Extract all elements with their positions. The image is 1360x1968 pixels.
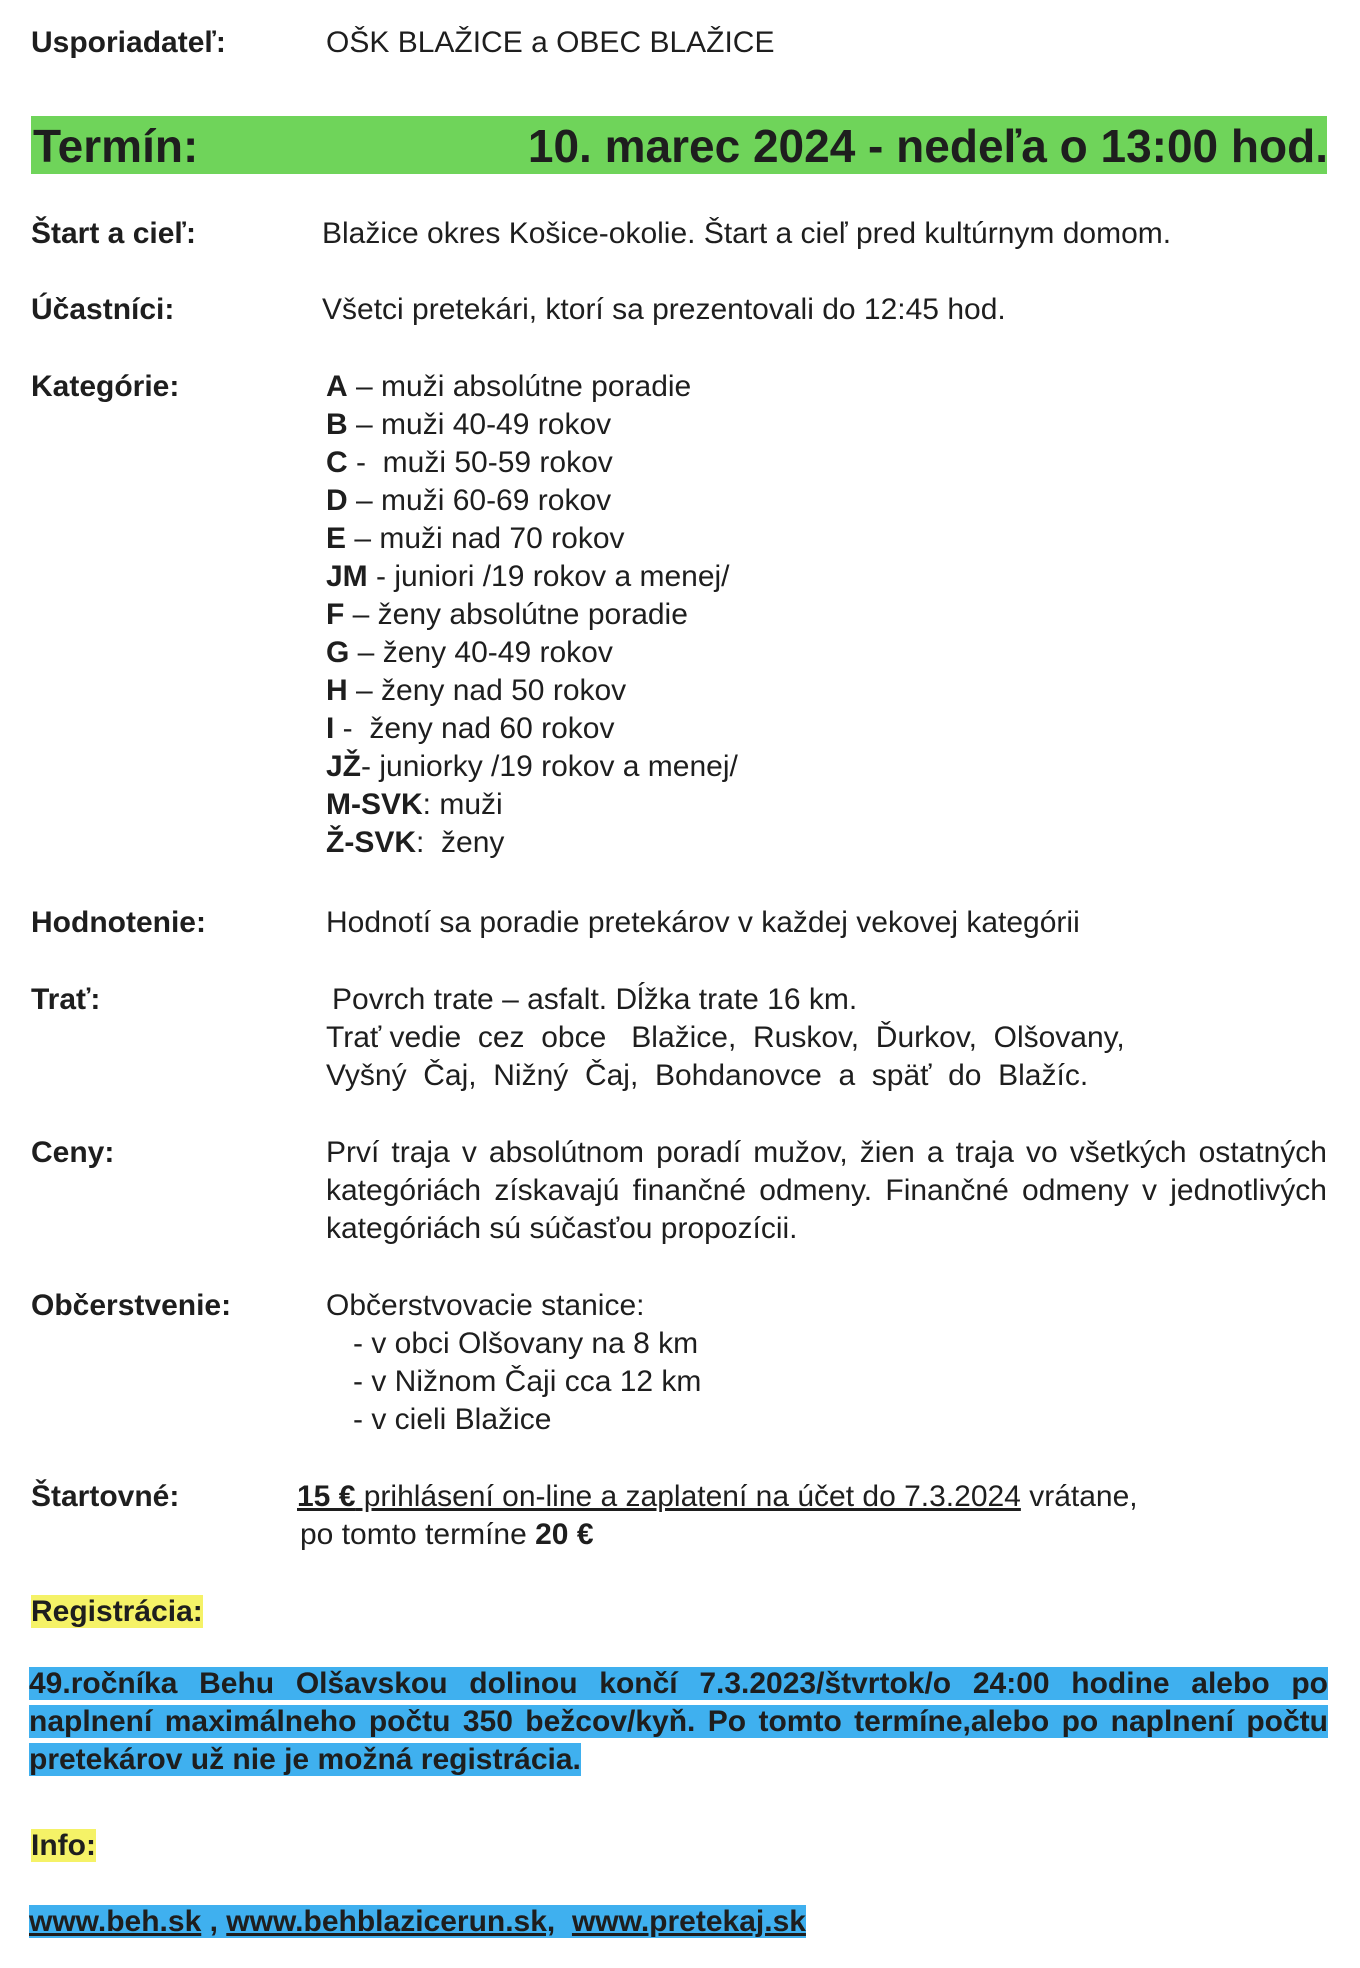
category-text: : muži (422, 788, 503, 821)
link-pretekaj[interactable]: www.pretekaj.sk (571, 1905, 806, 1938)
category-code: A (326, 370, 348, 403)
fee-line-1 (297, 1478, 1138, 1516)
category-text: : ženy (416, 826, 505, 859)
track-line-2: Trať vedie cez obce Blažice, Ruskov, Ďurkov, Olšovany, (326, 1021, 1125, 1054)
category-item (326, 482, 611, 520)
category-text: – ženy 40-49 rokov (349, 636, 613, 669)
start-value: Blažice okres Košice-okolie. Štart a cieľ pred kultúrnym domom. (322, 217, 1172, 250)
prizes-label: Ceny: (31, 1136, 115, 1169)
category-text: - juniorky /19 rokov a menej/ (361, 750, 738, 783)
link-beh[interactable]: www.beh.sk (29, 1905, 202, 1938)
category-code: E (326, 522, 347, 555)
category-code: JŽ (326, 750, 362, 783)
category-code: I (326, 712, 335, 745)
category-item (326, 748, 738, 786)
refreshments-title: Občerstvovacie stanice: (326, 1289, 645, 1322)
link-separator (555, 1905, 572, 1938)
category-code: D (326, 484, 348, 517)
link-behblazicerun[interactable]: www.behblazicerun.sk, (226, 1905, 556, 1938)
refreshments-item: - v obci Olšovany na 8 km (353, 1327, 699, 1360)
category-text: – muži absolútne poradie (347, 370, 692, 403)
prizes-value: Prví traja v absolútnom poradí mužov, žien a traja vo všetkých ostatných kategóriách získavajú finančné odmeny. Finančné odmeny v jednotlivých kategóriách sú súčasťou propozícii. (326, 1136, 1327, 1245)
category-text: – ženy absolútne poradie (344, 598, 688, 631)
track-line-3: Vyšný Čaj, Nižný Čaj, Bohdanovce a späť do Blažíc. (326, 1059, 1089, 1092)
info-label: Info: (31, 1829, 96, 1862)
fee-online-text: prihlásení on-line a zaplatení na účet do 7.3.2024 (355, 1480, 1021, 1513)
fee-amount-late: 20 € (535, 1518, 594, 1551)
category-text: - juniori /19 rokov a menej/ (367, 560, 730, 593)
category-code: B (326, 408, 348, 441)
participants-value: Všetci pretekári, ktorí sa prezentovali do 12:45 hod. (322, 293, 1006, 326)
organizer-label: Usporiadateľ: (31, 26, 226, 59)
track-line-1: Povrch trate – asfalt. Dĺžka trate 16 km. (332, 983, 858, 1016)
category-item (326, 558, 730, 596)
category-code: G (326, 636, 350, 669)
category-item (326, 444, 613, 482)
category-item (326, 824, 504, 862)
refreshments-item: - v cieli Blažice (353, 1403, 552, 1436)
category-text: – muži nad 70 rokov (346, 522, 625, 555)
registration-highlight: 49.ročníka Behu Olšavskou dolinou končí 7.3.2023/štvrtok/o 24:00 hodine alebo po naplnení maximálneho počtu 350 bežcov/kyň. Po tomto termíne,alebo po naplnení počtu pretekárov už nie je možná registrácia. (29, 1667, 1328, 1776)
category-item (326, 710, 615, 748)
evaluation-value: Hodnotí sa poradie pretekárov v každej vekovej kategórii (326, 906, 1080, 939)
category-text: – ženy nad 50 rokov (347, 674, 627, 707)
categories-label: Kategórie: (31, 370, 180, 403)
category-item (326, 520, 625, 558)
fee-online-tail: vrátane, (1020, 1480, 1138, 1513)
category-item (326, 672, 626, 710)
registration-text (29, 1665, 1328, 1779)
category-item (326, 368, 691, 406)
category-text: – muži 40-49 rokov (347, 408, 612, 441)
category-item (326, 596, 688, 634)
link-separator: , (201, 1905, 227, 1938)
fee-late-text: po tomto termíne (300, 1518, 536, 1551)
registration-label: Registrácia: (31, 1595, 203, 1628)
start-label: Štart a cieľ: (31, 217, 196, 250)
category-code: C (326, 446, 348, 479)
refreshments-label: Občerstvenie: (31, 1289, 232, 1322)
participants-label: Účastníci: (31, 293, 175, 326)
category-text: – muži 60-69 rokov (347, 484, 612, 517)
category-code: JM (326, 560, 368, 593)
category-text: - ženy nad 60 rokov (334, 712, 615, 745)
category-code: Ž-SVK (326, 826, 416, 859)
term-value: 10. marec 2024 - nedeľa o 13:00 hod. (527, 120, 1328, 172)
organizer-value: OŠK BLAŽICE a OBEC BLAŽICE (326, 26, 775, 59)
category-code: H (326, 674, 348, 707)
category-item (326, 634, 613, 672)
category-code: F (326, 598, 345, 631)
fee-line-2 (300, 1516, 594, 1554)
evaluation-label: Hodnotenie: (31, 906, 206, 939)
category-text: - muži 50-59 rokov (347, 446, 613, 479)
track-label: Trať: (31, 983, 101, 1016)
term-label: Termín: (33, 120, 199, 172)
info-links (29, 1903, 806, 1941)
category-item (326, 786, 503, 824)
category-item (326, 406, 611, 444)
refreshments-item: - v Nižnom Čaji cca 12 km (353, 1365, 702, 1398)
category-code: M-SVK (326, 788, 423, 821)
fee-label: Štartovné: (31, 1480, 180, 1513)
fee-amount-online: 15 € (297, 1480, 356, 1513)
